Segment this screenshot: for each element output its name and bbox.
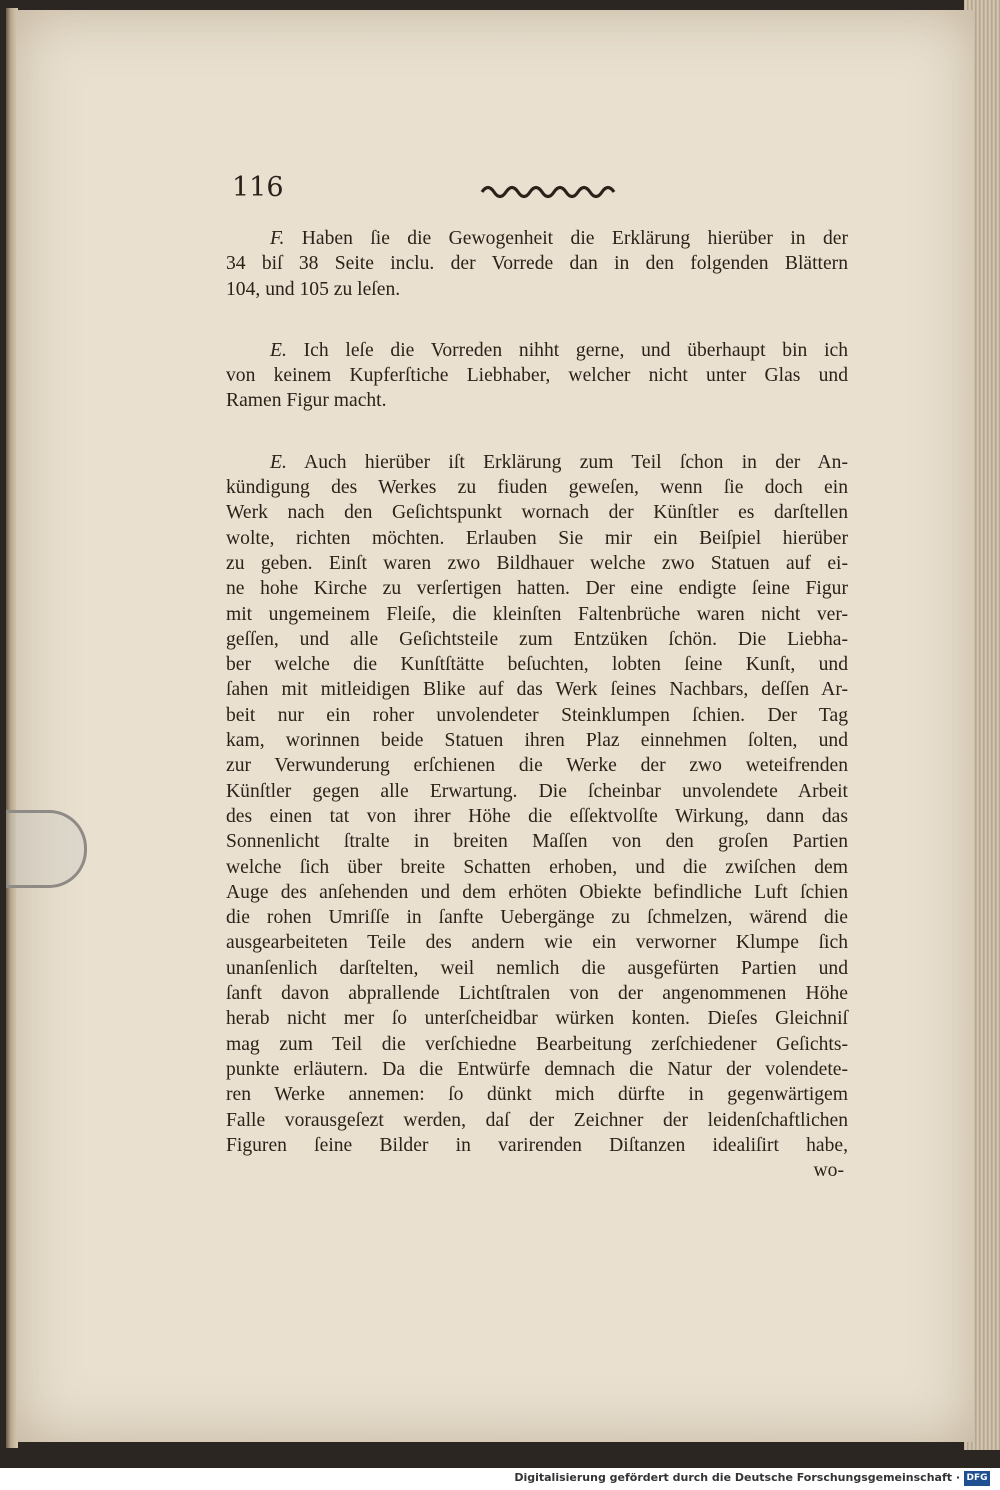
text-line: ſanft davon abprallende Lichtſtralen von der angenommenen Höhe xyxy=(226,983,848,1005)
text-line: mag zum Teil die verſchiedne Bearbeitung zerſchiedener Geſichts- xyxy=(226,1033,848,1055)
text-line: E. Auch hierüber iſt Erklärung zum Teil ſchon in der An- xyxy=(270,451,848,473)
paragraph-2 xyxy=(226,338,848,414)
text-line: wolte, richten möchten. Erlauben Sie mir ein Beiſpiel hierüber xyxy=(226,527,848,549)
text-line: 104, und 105 zu leſen. xyxy=(226,278,401,300)
text-line: welche ſich über breite Schatten erhoben, und die zwiſchen dem xyxy=(226,856,848,878)
text-line: E. Ich leſe die Vorreden nihht gerne, und überhaupt bin ich xyxy=(270,339,849,361)
text-line: ber welche die Kunſtſtätte beſuchten, lobten ſeine Kunſt, und xyxy=(226,654,848,676)
text-line: mit ungemeinem Fleiſe, die kleinſten Faltenbrüche waren nicht ver- xyxy=(226,603,848,625)
page-number: 116 xyxy=(232,172,284,203)
text-line: ausgearbeiteten Teile des andern wie ein verworner Klumpe ſich xyxy=(226,932,848,954)
text-line: ren Werke annemen: ſo dünkt mich dürfte in gegenwärtigem xyxy=(226,1084,848,1106)
speaker-label: E. xyxy=(270,451,287,473)
text-line: Auge des anſehenden und dem erhöten Obiekte befindliche Luft ſchien xyxy=(226,881,848,903)
speaker-label: E. xyxy=(270,339,287,361)
paragraph-3 xyxy=(226,450,848,1184)
dfg-logo: DFG xyxy=(964,1471,990,1486)
text-line: des einen tat von ihrer Höhe die eſſektvolſte Wirkung, dann das xyxy=(226,805,848,827)
text-line: unanſenlich darſtelten, weil nemlich die ausgefürten Partien und xyxy=(226,957,848,979)
text-line: Werk nach den Geſichtspunkt wornach der Künſtler es darſtellen xyxy=(226,502,848,524)
text-line: von keinem Kupferſtiche Liebhaber, welcher nicht unter Glas und xyxy=(226,365,848,387)
text-line: zu geben. Einſt waren zwo Bildhauer welche zwo Statuen auf ei- xyxy=(226,552,848,574)
text-line: die rohen Umriſſe in ſanfte Uebergänge zu ſchmelzen, wärend die xyxy=(226,907,848,929)
text-line: Sonnenlicht ſtralte in breiten Maſſen von den groſen Partien xyxy=(226,831,848,853)
text-line: geſſen, und alle Geſichtsteile zum Entzüken ſchön. Die Liebha- xyxy=(226,628,848,650)
paragraph-1 xyxy=(226,226,848,302)
text-line: Ramen Figur macht. xyxy=(226,390,387,412)
catchword: wo- xyxy=(813,1160,844,1182)
text-line: herab nicht mer ſo unterſcheidbar würken konten. Dieſes Gleichniſ xyxy=(226,1008,848,1030)
text-line: Figuren ſeine Bilder in varirenden Diſtanzen idealiſirt habe, xyxy=(226,1134,848,1156)
text-line: beit nur ein roher unvolendeter Steinklumpen ſchien. Der Tag xyxy=(226,704,848,726)
text-line: Falle vorausgeſezt werden, daſ der Zeichner der leidenſchaftlichen xyxy=(226,1109,848,1131)
text-line: kam, worinnen beide Statuen ihren Plaz einnehmen ſolten, und xyxy=(226,730,848,752)
text-line: punkte erläutern. Da die Entwürfe demnach die Natur der volendete- xyxy=(226,1058,848,1080)
text-line: ſahen mit mitleidigen Blike auf das Werk ſeines Nachbars, deſſen Ar- xyxy=(226,679,848,701)
text-line: kündigung des Werkes zu fiuden geweſen, wenn ſie doch ein xyxy=(226,477,848,499)
text-line: Künſtler gegen alle Erwartung. Die ſcheinbar unvolendete Arbeit xyxy=(226,780,848,802)
body-text xyxy=(226,226,848,1183)
digitization-credit: Digitalisierung gefördert durch die Deutsche Forschungsgemeinschaft · xyxy=(514,1471,960,1484)
running-head xyxy=(232,172,852,212)
speaker-label: F. xyxy=(270,228,285,249)
text-line: F. Haben ſie die Gewogenheit die Erklärung hierüber in der xyxy=(270,228,848,249)
page-clip xyxy=(6,810,87,888)
text-line: zur Verwunderung erſchienen die Werke der zwo weteifrenden xyxy=(226,755,848,777)
text-line: ne hohe Kirche zu verſertigen hatten. Der eine endigte ſeine Figur xyxy=(226,578,848,600)
footer-bar xyxy=(0,1468,1000,1490)
wave-ornament-icon xyxy=(480,180,620,200)
text-line: 34 biſ 38 Seite inclu. der Vorrede dan in den folgenden Blättern xyxy=(226,253,848,275)
